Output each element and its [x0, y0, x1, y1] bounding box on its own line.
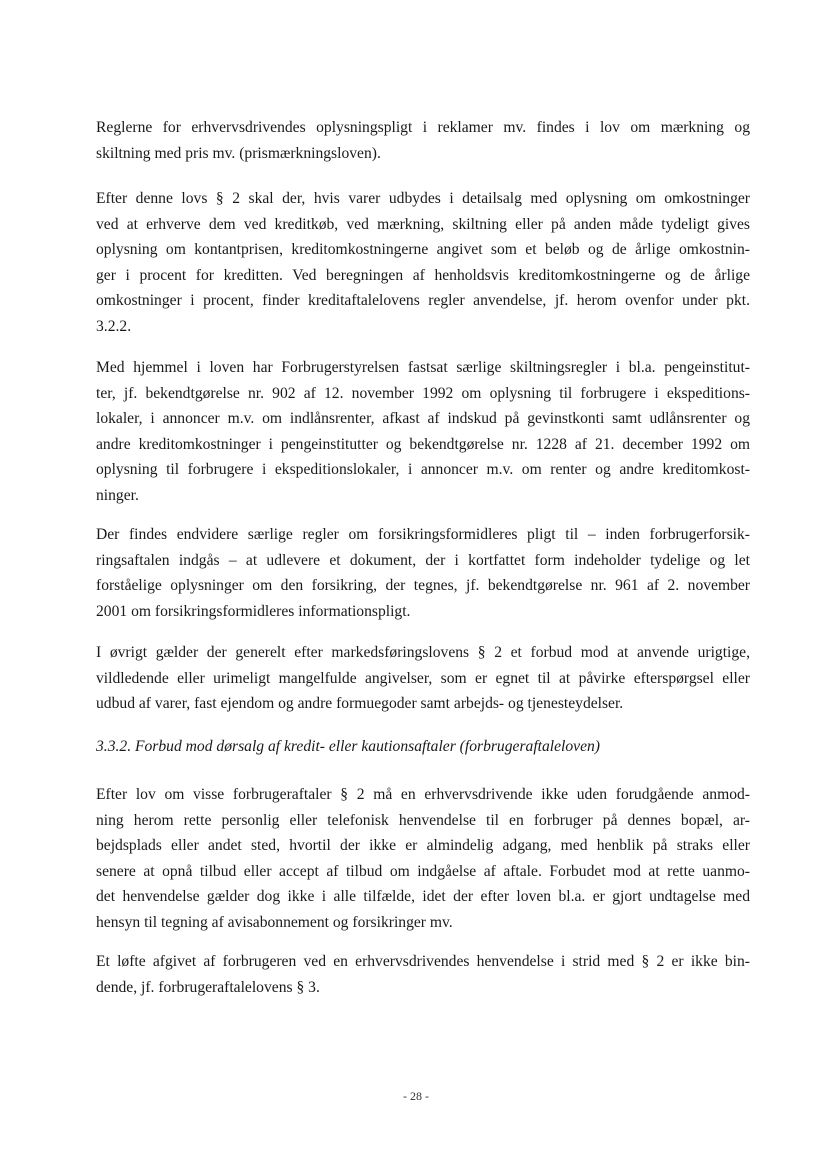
text-line: ringsaftalen indgås – at udlevere et dokument, der i kortfattet form indeholder tydelige og let: [96, 551, 750, 569]
text-line: Et løfte afgivet af forbrugeren ved en erhvervsdrivendes henvendelse i strid med § 2 er ikke bin-: [96, 953, 750, 970]
text-line: ter, jf. bekendtgørelse nr. 902 af 12. november 1992 om oplysning til forbrugere i ekspeditions-: [96, 384, 750, 402]
paragraph-8: [96, 949, 750, 1000]
text-line: Efter denne lovs § 2 skal der, hvis varer udbydes i detailsalg med oplysning om omkostninger: [96, 190, 750, 207]
text-line: ved at erhverve dem ved kreditkøb, ved mærkning, skiltning eller på anden måde tydeligt gives: [96, 215, 750, 233]
text-line: oplysning om kontantprisen, kreditomkostningerne angivet som et beløb og de årlige omkostnin-: [96, 241, 750, 258]
text-line: bejdsplads eller andet sted, hvortil der ikke er almindelig adgang, med henblik på straks eller: [96, 837, 750, 854]
text-line: det henvendelse gælder dog ikke i alle tilfælde, idet der efter loven bl.a. er gjort undtagelse med: [96, 888, 750, 905]
paragraph-3: [96, 355, 750, 508]
text-line: vildledende eller urimeligt mangelfulde angivelser, som er egnet til at påvirke efterspørgsel eller: [96, 669, 750, 687]
text-line: 2001 om forsikringsformidleres informationspligt.: [96, 602, 411, 620]
text-line: senere at opnå tilbud eller accept af tilbud om indgåelse af aftale. Forbudet mod at rette uanmo-: [96, 862, 750, 880]
text-line: forståelige oplysninger om den forsikring, der tegnes, jf. bekendtgørelse nr. 961 af 2. november: [96, 577, 750, 594]
text-line: ninger.: [96, 486, 139, 504]
text-line: omkostninger i procent, finder kreditaftalelovens regler anvendelse, jf. herom ovenfor under pkt.: [96, 292, 750, 309]
text-line: udbud af varer, fast ejendom og andre formuegoder samt arbejds- og tjenesteydelser.: [96, 695, 624, 712]
text-line: ning herom rette personlig eller telefonisk henvendelse til en forbruger på dennes bopæl, ar-: [96, 811, 750, 829]
paragraph-5: [96, 640, 750, 717]
text-line: Efter lov om visse forbrugeraftaler § 2 må en erhvervsdrivende ikke uden forudgående anmod-: [96, 786, 750, 803]
text-line: Reglerne for erhvervsdrivendes oplysningspligt i reklamer mv. findes i lov om mærkning og: [96, 119, 750, 136]
text-line: hensyn til tegning af avisabonnement og forsikringer mv.: [96, 913, 453, 931]
text-line: oplysning til forbrugere i ekspeditionslokaler, i annoncer m.v. om renter og andre kreditomkost-: [96, 461, 750, 478]
section-heading: [96, 734, 750, 760]
paragraph-2: [96, 186, 750, 339]
text-line: Der findes endvidere særlige regler om forsikringsformidleres pligt til – inden forbrugerforsik-: [96, 526, 750, 543]
text-line: I øvrigt gælder der generelt efter markedsføringslovens § 2 et forbud mod at anvende urigtige,: [96, 644, 750, 661]
page-number: - 28 -: [403, 1089, 429, 1103]
paragraph-4: [96, 522, 750, 624]
text-line: ger i procent for kreditten. Ved beregningen af henholdsvis kreditomkostningerne og de årlige: [96, 266, 750, 284]
text-line: 3.3.2. Forbud mod dørsalg af kredit- eller kautionsaftaler (forbrugeraftaleloven): [96, 738, 600, 755]
text-line: skiltning med pris mv. (prismærkningsloven).: [96, 144, 381, 162]
text-line: Med hjemmel i loven har Forbrugerstyrelsen fastsat særlige skiltningsregler i bl.a. pengeinstitut-: [96, 359, 750, 376]
paragraph-1: [96, 115, 750, 166]
paragraph-7: [96, 782, 750, 935]
text-line: dende, jf. forbrugeraftalelovens § 3.: [96, 978, 320, 996]
text-line: lokaler, i annoncer m.v. om indlånsrenter, afkast af indskud på gevinstkonti samt udlånsrenter og: [96, 410, 750, 427]
text-line: 3.2.2.: [96, 317, 132, 335]
text-line: andre kreditomkostninger i pengeinstitutter og bekendtgørelse nr. 1228 af 21. december 1992 om: [96, 435, 750, 453]
